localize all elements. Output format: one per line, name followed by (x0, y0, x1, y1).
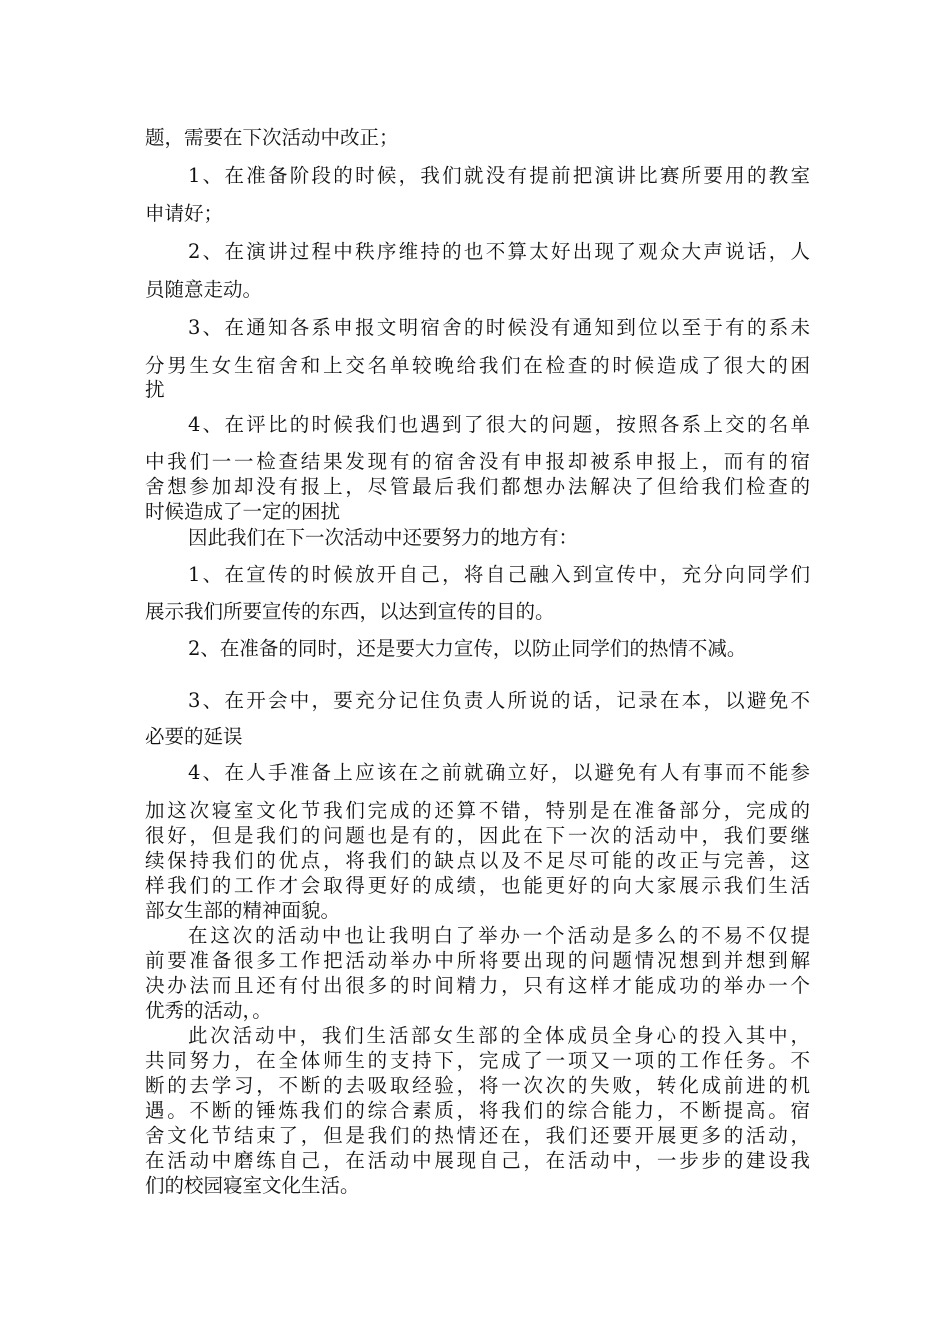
text-line: 必要的延误 (145, 725, 243, 748)
text-line: 舍想参加却没有报上，尽管最后我们都想办法解决了但给我们检查的 (145, 475, 810, 498)
text-line: 3、在开会中，要充分记住负责人所说的话，记录在本，以避免不 (188, 689, 810, 712)
text-line: 加这次寝室文化节我们完成的还算不错，特别是在准备部分，完成的 (145, 799, 810, 822)
text-line: 在这次的活动中也让我明白了举办一个活动是多么的不易不仅提 (188, 924, 810, 947)
text-line: 部女生部的精神面貌。 (145, 899, 341, 922)
text-line: 2、在准备的同时，还是要大力宣传，以防止同学们的热情不减。 (188, 637, 747, 660)
text-line: 此次活动中，我们生活部女生部的全体成员全身心的投入其中， (188, 1024, 810, 1047)
text-line: 决办法而且还有付出很多的时间精力，只有这样才能成功的举办一个 (145, 974, 810, 997)
text-line: 4、在人手准备上应该在之前就确立好，以避免有人有事而不能参 (188, 761, 810, 784)
text-line: 舍文化节结束了，但是我们的热情还在，我们还要开展更多的活动， (145, 1124, 810, 1147)
text-line: 1、在宣传的时候放开自己，将自己融入到宣传中，充分向同学们 (188, 563, 810, 586)
text-line: 遇。不断的锤炼我们的综合素质，将我们的综合能力，不断提高。宿 (145, 1099, 810, 1122)
text-line: 共同努力，在全体师生的支持下，完成了一项又一项的工作任务。不 (145, 1049, 810, 1072)
text-line: 分男生女生宿舍和上交名单较晚给我们在检查的时候造成了很大的困 (145, 354, 810, 377)
text-line: 断的去学习，不断的去吸取经验，将一次次的失败，转化成前进的机 (145, 1074, 810, 1097)
text-line: 续保持我们的优点，将我们的缺点以及不足尽可能的改正与完善，这 (145, 849, 810, 872)
text-line: 扰 (145, 378, 165, 401)
text-line: 样我们的工作才会取得更好的成绩，也能更好的向大家展示我们生活 (145, 874, 810, 897)
text-line: 前要准备很多工作把活动举办中所将要出现的问题情况想到并想到解 (145, 949, 810, 972)
text-line: 4、在评比的时候我们也遇到了很大的问题，按照各系上交的名单 (188, 413, 810, 436)
text-line: 时候造成了一定的困扰 (145, 500, 341, 523)
text-line: 3、在通知各系申报文明宿舍的时候没有通知到位以至于有的系未 (188, 316, 810, 339)
text-line: 申请好； (145, 202, 224, 225)
text-line: 1、在准备阶段的时候，我们就没有提前把演讲比赛所要用的教室 (188, 164, 810, 187)
text-line: 中我们一一检查结果发现有的宿舍没有申报却被系申报上，而有的宿 (145, 450, 810, 473)
text-line: 2、在演讲过程中秩序维持的也不算太好出现了观众大声说话，人 (188, 240, 810, 263)
text-line: 题，需要在下次活动中改正； (145, 126, 399, 149)
text-line: 很好，但是我们的问题也是有的，因此在下一次的活动中，我们要继 (145, 824, 810, 847)
text-line: 们的校园寝室文化生活。 (145, 1174, 360, 1197)
text-line: 员随意走动。 (145, 278, 263, 301)
text-line: 在活动中磨练自己，在活动中展现自己，在活动中，一步步的建设我 (145, 1149, 810, 1172)
text-line: 展示我们所要宣传的东西，以达到宣传的目的。 (145, 600, 555, 623)
text-line: 因此我们在下一次活动中还要努力的地方有： (188, 526, 579, 549)
text-line: 优秀的活动，。 (145, 999, 272, 1022)
